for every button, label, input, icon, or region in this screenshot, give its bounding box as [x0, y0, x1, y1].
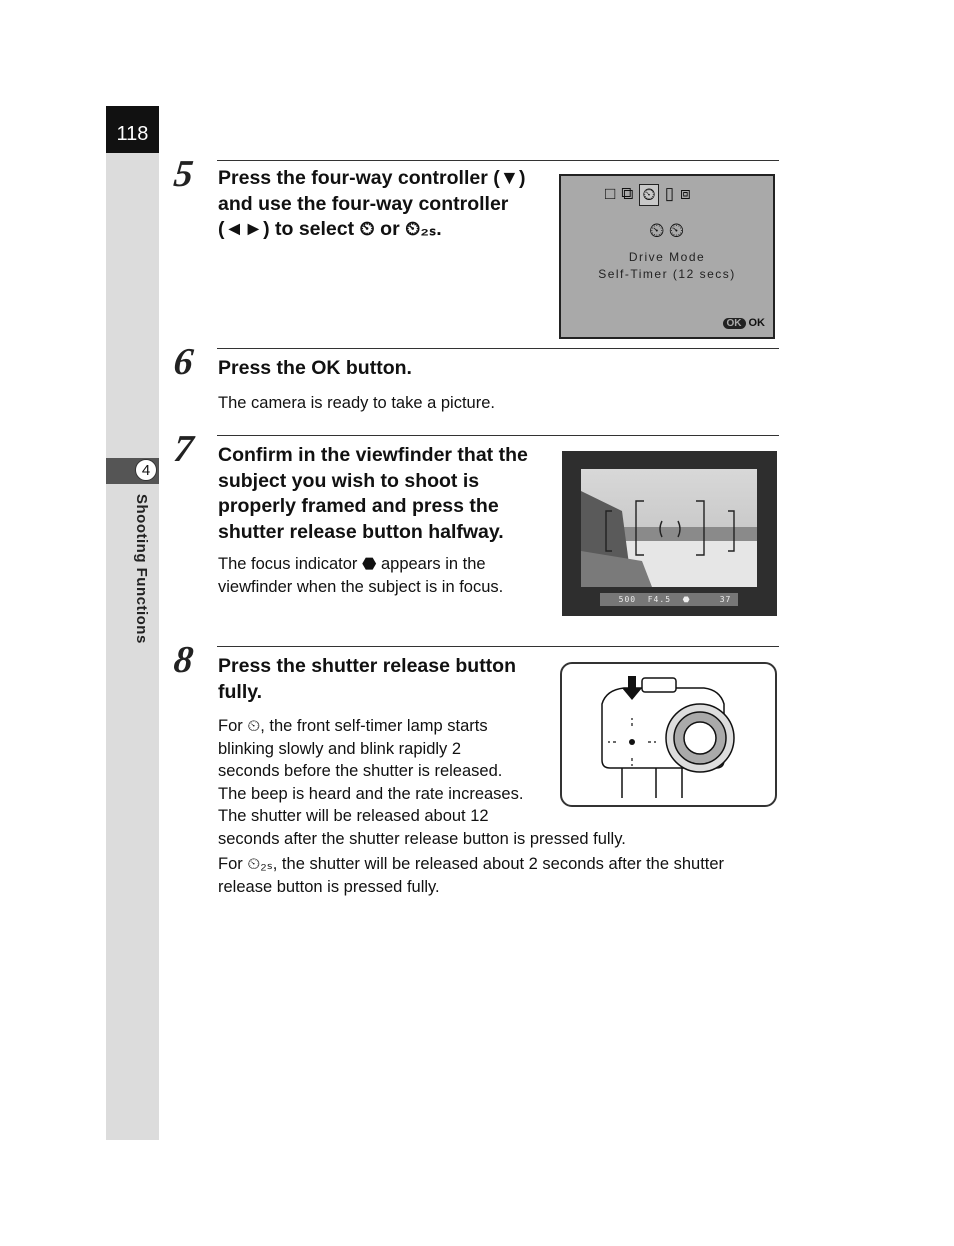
step-divider [217, 160, 779, 161]
remote-icon: ▯ [664, 184, 675, 203]
step-number: 6 [171, 341, 196, 383]
camera-illustration [560, 662, 777, 807]
chapter-title: Shooting Functions [133, 494, 150, 644]
step-number: 8 [171, 639, 196, 681]
step-heading: Press the shutter release button fully. [218, 655, 517, 703]
self-timer-icon: ⏲ [649, 220, 665, 242]
step-body-note: For ⏲₂ₛ, the shutter will be released about 2 seconds after the shutter release button is pressed fully. [218, 855, 725, 896]
step-divider [217, 348, 779, 349]
page-number: 118 [106, 106, 159, 153]
viewfinder-scene [562, 451, 777, 616]
ok-badge: OK [723, 318, 746, 329]
self-timer-12s-icon: ⏲ [639, 184, 658, 206]
drive-mode-icons [605, 184, 691, 206]
ok-hint [723, 317, 766, 329]
lcd-drive-mode-screen [559, 174, 775, 339]
chapter-number: 4 [135, 459, 157, 481]
step-number: 7 [171, 428, 196, 470]
step-divider [217, 435, 779, 436]
step-number: 5 [171, 153, 196, 195]
step-body: The focus indicator ⬣ appears in the viewfinder when the subject is in focus. [218, 555, 504, 596]
bracket-icon: ⧈ [680, 184, 691, 203]
viewfinder-readout: 500 F4.5 ⬣ 37 [618, 595, 732, 604]
self-timer-2s-icon: ⏲ [668, 220, 685, 242]
viewfinder-image [562, 451, 777, 616]
lcd-subtitle: Self-Timer (12 secs) [598, 267, 736, 281]
step-heading: Press the four-way controller (▼) and use the four-way controller (◄►) to select ⏲ or ⏲₂ₛ. [218, 167, 526, 240]
step-body: The camera is ready to take a picture. [218, 394, 495, 412]
step-heading: Confirm in the viewfinder that the subject you wish to shoot is properly framed and press the shutter release button halfway. [218, 444, 528, 543]
step-body: For ⏲, the front self-timer lamp starts blinking slowly and blink rapidly 2 seconds before the shutter is released. The beep is heard and the rate increases. The shutter will be released about 12 seconds after the shutter release button is pressed fully. [218, 717, 626, 848]
lcd-title: Drive Mode [628, 250, 706, 264]
single-frame-icon: □ [605, 184, 616, 203]
ok-label: OK [748, 317, 765, 329]
continuous-hi-icon: ⧉ [621, 184, 634, 203]
step-divider [217, 646, 779, 647]
step-heading: Press the OK button. [218, 357, 412, 379]
camera-drawing [562, 664, 775, 805]
